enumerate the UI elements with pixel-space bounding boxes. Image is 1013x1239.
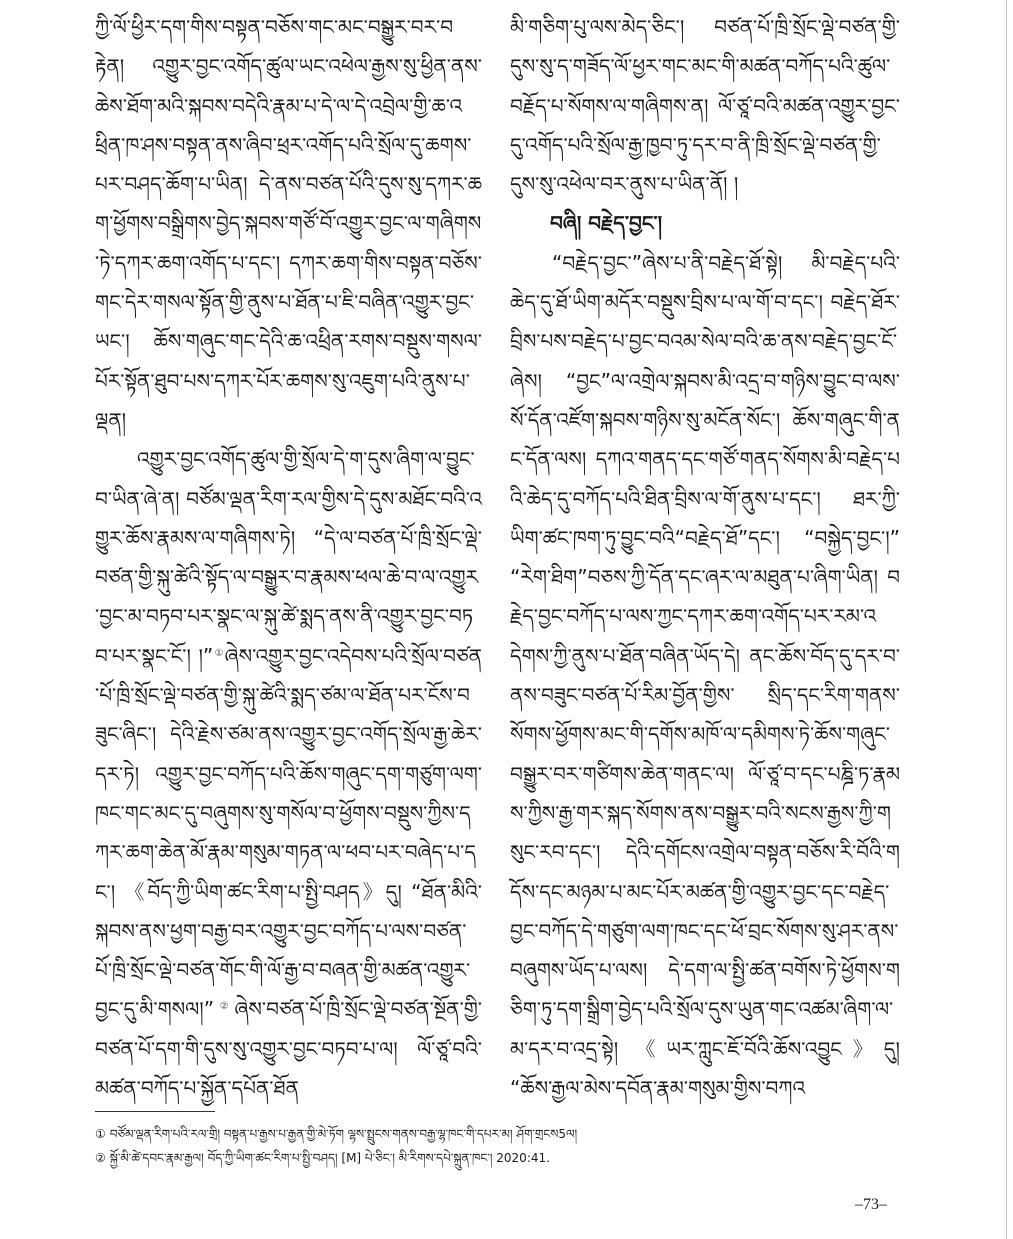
footnote-2 — [95, 1146, 915, 1170]
footnote-marker-1: ① — [213, 647, 225, 659]
paragraph-text: ཞེས་འགྱུར་བྱང་འདེབས་པའི་སྲོལ་བཙན་པོ་ཁྲི་སྲོང་ལྡེ་བཙན་གྱི་སྐུ་ཚེའི་སྨད་ཙམ་ལ་ཐོན་པར་ངོས་བཟུང་ཞིང་། དེའི་རྗེས་ཙམ་ནས་འགྱུར་བྱང་འགོད་སྲོལ་རྒྱ་ཆེར་དར་ཏེ། འགྱུར་བྱང་བཀོད་པའི་ཆོས་གཞུང་དག་གཙུག་ལག་ཁང་གང་མང་དུ་བཞུགས་སུ་གསོལ་བ་ཕྱོགས་བསྡུས་ཀྱིས་དཀར་ཆག་ཆེན་མོ་རྣམ་གསུམ་གཏན་ལ་ཕབ་པར་བཞེད་པ་དང་། 《བོད་ཀྱི་ཡིག་ཚང་རིག་པ་སྤྱི་བཤད》དུ། “ཐོན་མིའི་སྐབས་ནས་ཕྱག་བརྒྱ་བར་འགྱུར་བྱང་བཀོད་པ་ལས་བཙན་པོ་ཁྲི་སྲོང་ལྡེ་བཙན་གོང་གི་ལོ་རྒྱ་བ་བཞན་གྱི་མཚན་འགྱུར་བྱང་དུ་མི་གསལ།” — [95, 643, 482, 1022]
section-heading: བཞི། བརྗེད་བྱང་། — [550, 211, 663, 236]
right-column — [510, 8, 900, 1108]
page-number: –73– — [855, 1196, 887, 1213]
footnote-number: ② — [95, 1151, 106, 1165]
footnote-text: སྐྱོ་མི་ཚེ་དབང་རྣམ་རྒྱལ། བོད་ཀྱི་ཡིག་ཚང་རིག་པ་སྤྱི་བཤད། [M] པེ་ཅིང་། མི་རིགས་དཔེ་སྐྲུན་ཁང་། 2020:41. — [109, 1151, 550, 1165]
paragraph: “བརྗེད་བྱང་”ཞེས་པ་ནི་བརྗེད་ཐོ་སྟེ། མི་བརྗེད་པའི་ཆེད་དུ་ཐོ་ཡིག་མདོར་བསྡུས་བྲིས་པ་ལ་གོ་བ་དང་། བརྗེད་ཐོར་བྲིས་པས་བརྗེད་པ་བྱང་བའམ་སེལ་བའི་ཆ་ནས་བརྗེད་བྱང་ངོ་ཞེས། “བྱང”ལ་འགྲེལ་སྐབས་མི་འདྲ་བ་གཉིས་བྱུང་བ་ལས་སོ་དོན་འཛོག་སྐབས་གཉིས་སུ་མངོན་སོང་། ཆོས་གཞུང་གི་ནང་དོན་ལས། དཀའ་གནད་དང་གཙོ་གནད་སོགས་མི་བརྗེད་པའི་ཆེད་དུ་བཀོད་པའི་ཐིན་བྲིས་ལ་གོ་ནུས་པ་དང་། ཐར་ཀྱི་ཡིག་ཚང་ཁག་ཏུ་བྱུང་བའི“བརྗེད་ཐོ”དང་། “བསྐྱེད་བྱང་།” “རེག་ཐིག”བཅས་ཀྱི་དོན་དང་ཞར་ལ་མཐུན་པ་ཞིག་ཡིན། བརྗེད་བྱང་བཀོད་པ་ལས་ཀྱང་དཀར་ཆག་འགོད་པར་རམ་འདེགས་ཀྱི་ནུས་པ་ཐོན་བཞིན་ཡོད་དེ། ནང་ཆོས་བོད་དུ་དར་བ་ནས་བཟུང་བཙན་པོ་རིམ་བྱོན་གྱིས་ སྲིད་དང་རིག་གནས་སོགས་ཕྱོགས་མང་གི་དགོས་མཁོ་ལ་དམིགས་ཏེ་ཆོས་གཞུང་བསྒྱུར་བར་གཙིགས་ཆེན་གནང་ལ། ལོ་ཙཱ་བ་དང་པཎྜི་ཏ་རྣམས་ཀྱིས་རྒྱ་གར་སྐད་སོགས་ནས་བསྒྱུར་བའི་སངས་རྒྱས་ཀྱི་གསུང་རབ་དང་། དེའི་དགོངས་འགྲེལ་བསྟན་བཅོས་རི་བོའི་གདོས་དང་མཉམ་པ་མང་པོར་མཚན་གྱི་འགྱུར་བྱང་དང་བརྗེད་བྱང་བཀོད་དེ་གཙུག་ལག་ཁང་དང་ཕོ་བྲང་སོགས་སུ་ཤར་ནས་བཞུགས་ཡོད་པ་ལས། དེ་དག་ལ་སྤྱི་ཚན་བགོས་ཏེ་ཕྱོགས་གཅིག་ཏུ་དག་སྒྲིག་བྱེད་པའི་སྲོལ་དུས་ཡུན་གང་འཚམ་ཞིག་ལ་མ་དར་བ་འདྲ་སྟེ། 《ཡར་ཀླུང་ཇོ་བོའི་ཆོས་འབྱུང》དུ། “ཆོས་རྒྱལ་མེས་དབོན་རྣམ་གསུམ་གྱིས་བཀའ — [510, 250, 900, 1101]
footnote-1 — [95, 1122, 915, 1146]
paragraph-text: འགྱུར་བྱང་འགོད་ཚུལ་གྱི་སྲོལ་དེ་ག་དུས་ཞིག་ལ་བྱུང་བ་ཡིན་ཞེ་ན། བཙོམ་ལྡན་རིག་རལ་གྱིས་དེ་དུས་མཐོང་བའི་འགྱུར་ཆོས་རྣམས་ལ་གཞིགས་ཏེ། “དེ་ལ་བཙན་པོ་ཁྲི་སྲོང་ལྡེ་བཙན་གྱི་སྐུ་ཚེའི་སྟོད་ལ་བསྒྱུར་བ་རྣམས་ཕལ་ཆེ་བ་ལ་འགྱུར་བྱང་མ་བཏབ་པར་སྣང་ལ་སྐུ་ཚེ་སྨད་ནས་ནི་འགྱུར་བྱང་བཏབ་པར་སྣང་ངོ་། །” — [95, 447, 482, 668]
footnote-marker-2: ② — [214, 1001, 235, 1013]
page-edge — [1006, 0, 1007, 1239]
footnote-divider — [95, 1111, 215, 1112]
paragraph-text: ཞེས་བཙན་པོ་ཁྲི་སྲོང་ལྡེ་བཙན་སྔོན་གྱི་བཙན་པོ་དག་གི་དུས་སུ་འགྱུར་བྱང་བཏབ་པ་ལ། ལོ་ཙཱ་བའི་མཚན་བཀོད་པ་སྐྱོན་དཔོན་ཐོན — [95, 997, 482, 1101]
left-column — [95, 8, 482, 1108]
paragraph — [95, 440, 482, 1108]
footnotes — [95, 1122, 915, 1170]
footnote-number: ① — [95, 1127, 106, 1141]
paragraph: མི་གཅིག་པུ་ལས་མེད་ཅིང་། བཙན་པོ་ཁྲི་སྲོང་ལྡེ་བཙན་གྱི་དུས་སུ་ད་གཟོད་ལོ་ཕྱར་གང་མང་གི་མཚན་བཀོད་པའི་ཚུལ་བརྗོད་པ་སོགས་ལ་གཞིགས་ན། ལོ་ཙཱ་བའི་མཚན་འགྱུར་བྱང་དུ་འགོད་པའི་སྲོལ་རྒྱ་ཁྱབ་ཏུ་དར་བ་ནི་ཁྲི་སྲོང་ལྡེ་བཙན་གྱི་དུས་སུ་འཕེལ་བར་ནུས་པ་ཡིན་ནོ། ། — [510, 15, 900, 197]
footnote-text: བཙོམ་ལྡན་རིག་པའི་རལ་གྲི། བསྟན་པ་རྒྱས་པ་རྒྱན་གྱི་མེ་ཏོག ལྷས་སྤྲུངས་གནས་བརྒྱ་ལྷ་ཁང་གི་དཔར་མ། ཤོག་གྲངས5ལ། — [109, 1127, 578, 1141]
paragraph: ཀྱི་ལོ་ཕྱིར་དག་གིས་བསྟན་བཅོས་གང་མང་བསྒྱུར་བར་བརྟེན། འགྱུར་བྱང་འགོད་ཚུལ་ཡང་འཕེལ་རྒྱས་སུ་ཕྱིན་ནས་ཆེས་ཐོག་མའི་སྐབས་བདེའི་རྣམ་པ་དེ་ལ་དེ་འབྲེལ་གྱི་ཆ་འཕྲིན་ཁ་ཤས་བསྟན་ནས་ཞིབ་ཕྲར་འགོད་པའི་སྲོལ་དུ་ཆགས་པར་བཤད་ཆོག་པ་ཡིན། དེ་ནས་བཙན་པོའི་དུས་སུ་དཀར་ཆག་ཕྱོགས་བསྒྲིགས་བྱེད་སྐབས་གཙོ་བོ་འགྱུར་བྱང་ལ་གཞིགས་ཏེ་དཀར་ཆག་འགོད་པ་དང་། དཀར་ཆག་གིས་བསྟན་བཅོས་གང་དེར་གསལ་སྟོན་གྱི་ནུས་པ་ཐོན་པ་ཇི་བཞིན་འགྱུར་བྱང་ཡང་། ཆོས་གཞུང་གང་དེའི་ཆ་འཕྲིན་རགས་བསྡུས་གསལ་པོར་སྟོན་ཐུབ་པས་དཀར་པོར་ཆགས་སུ་འཇུག་པའི་ནུས་པ་ལྡན། — [95, 15, 482, 432]
